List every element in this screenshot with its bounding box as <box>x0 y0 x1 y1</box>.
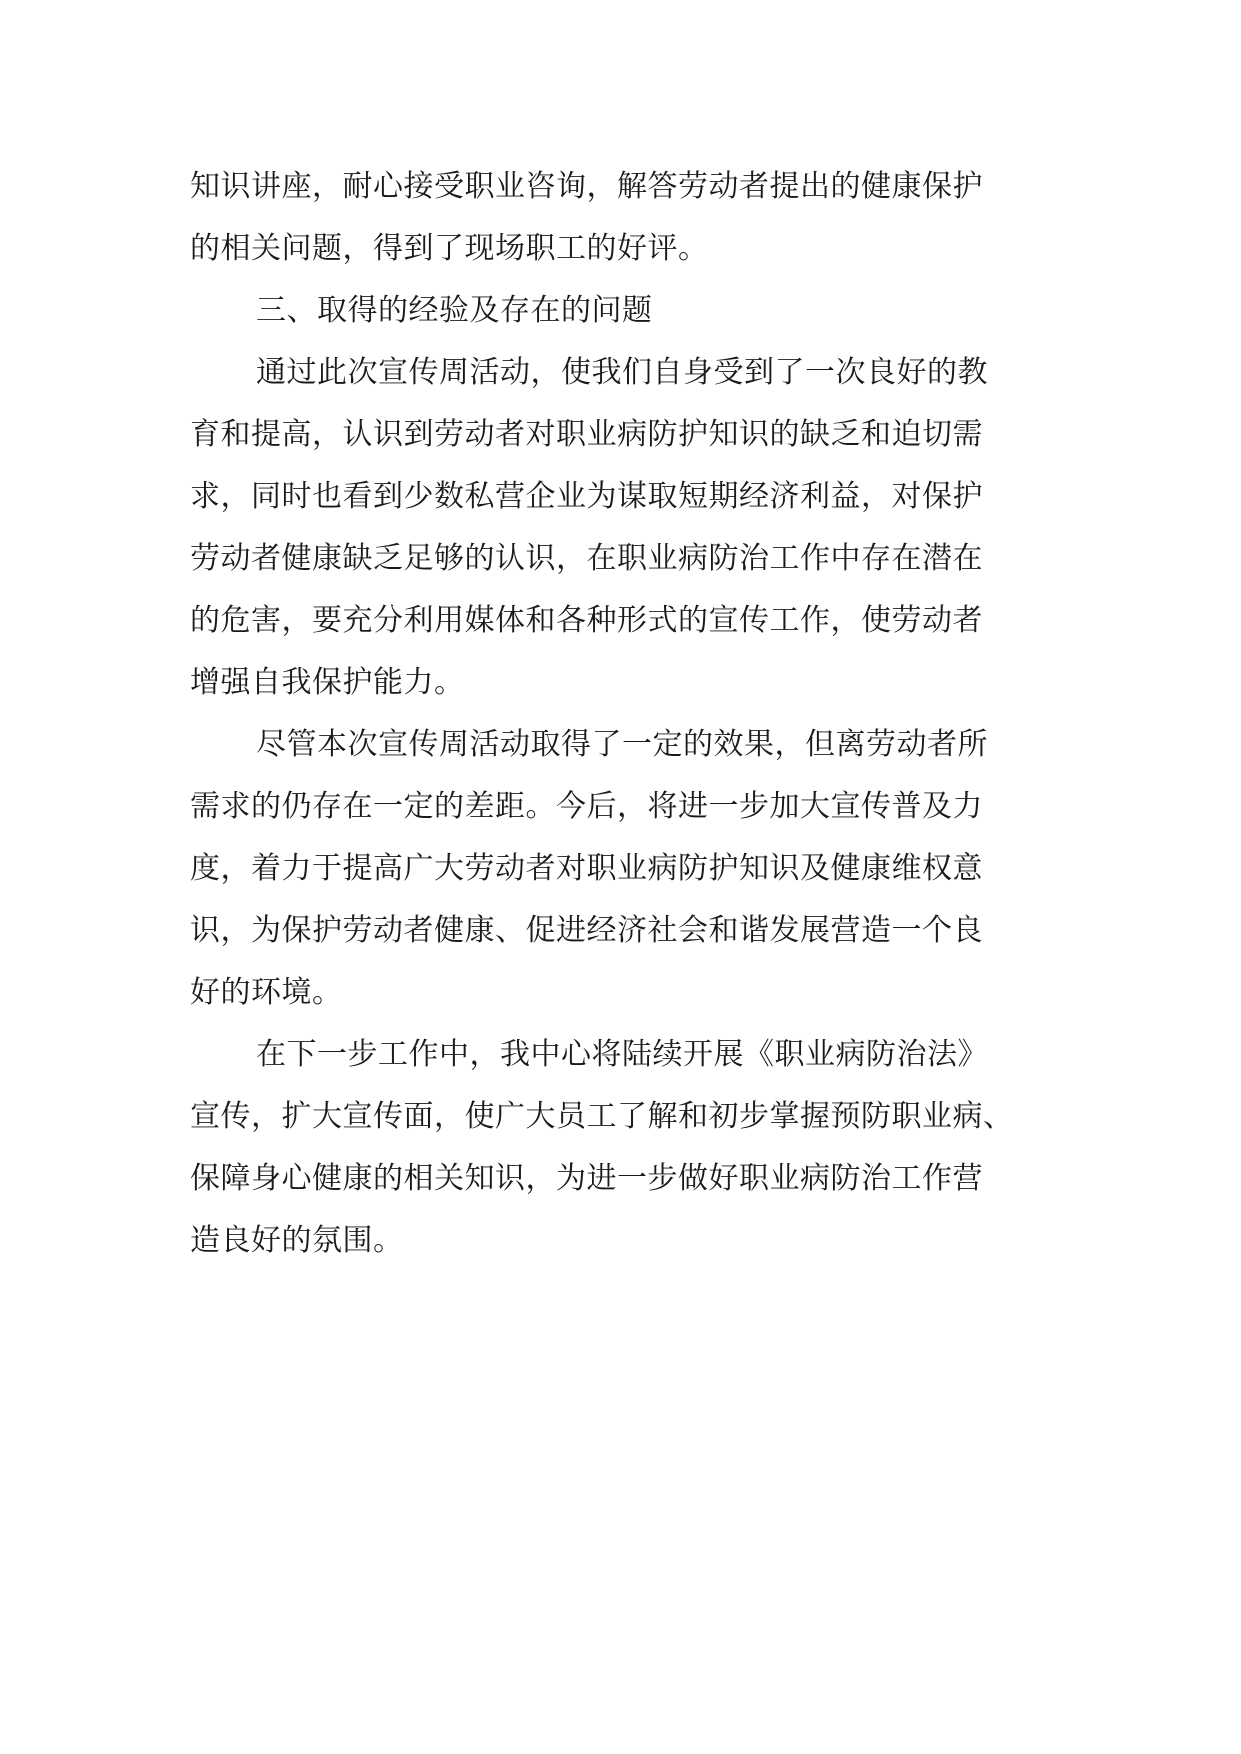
text-line: 求，同时也看到少数私营企业为谋取短期经济利益，对保护 <box>190 479 983 514</box>
text-line: 造良好的氛围。 <box>190 1223 404 1258</box>
text-line: 在下一步工作中，我中心将陆续开展《职业病防治法》 <box>256 1037 988 1072</box>
text-line: 知识讲座，耐心接受职业咨询，解答劳动者提出的健康保护 <box>190 169 983 204</box>
section-heading: 三、取得的经验及存在的问题 <box>256 293 653 328</box>
text-line: 通过此次宣传周活动，使我们自身受到了一次良好的教 <box>256 355 988 390</box>
text-line: 的危害，要充分利用媒体和各种形式的宣传工作，使劳动者 <box>190 603 983 638</box>
text-line: 度，着力于提高广大劳动者对职业病防护知识及健康维权意 <box>190 851 983 886</box>
text-line: 好的环境。 <box>190 975 343 1010</box>
text-line: 尽管本次宣传周活动取得了一定的效果，但离劳动者所 <box>256 727 988 762</box>
text-line: 增强自我保护能力。 <box>190 665 465 700</box>
text-line: 识，为保护劳动者健康、促进经济社会和谐发展营造一个良 <box>190 913 983 948</box>
text-line: 宣传，扩大宣传面，使广大员工了解和初步掌握预防职业病、 <box>190 1099 1014 1134</box>
document-body <box>190 156 1050 1272</box>
text-line: 保障身心健康的相关知识，为进一步做好职业病防治工作营 <box>190 1161 983 1196</box>
text-line: 的相关问题，得到了现场职工的好评。 <box>190 231 709 266</box>
text-line: 需求的仍存在一定的差距。今后，将进一步加大宣传普及力 <box>190 789 983 824</box>
text-line: 劳动者健康缺乏足够的认识，在职业病防治工作中存在潜在 <box>190 541 983 576</box>
text-line: 育和提高，认识到劳动者对职业病防护知识的缺乏和迫切需 <box>190 417 983 452</box>
